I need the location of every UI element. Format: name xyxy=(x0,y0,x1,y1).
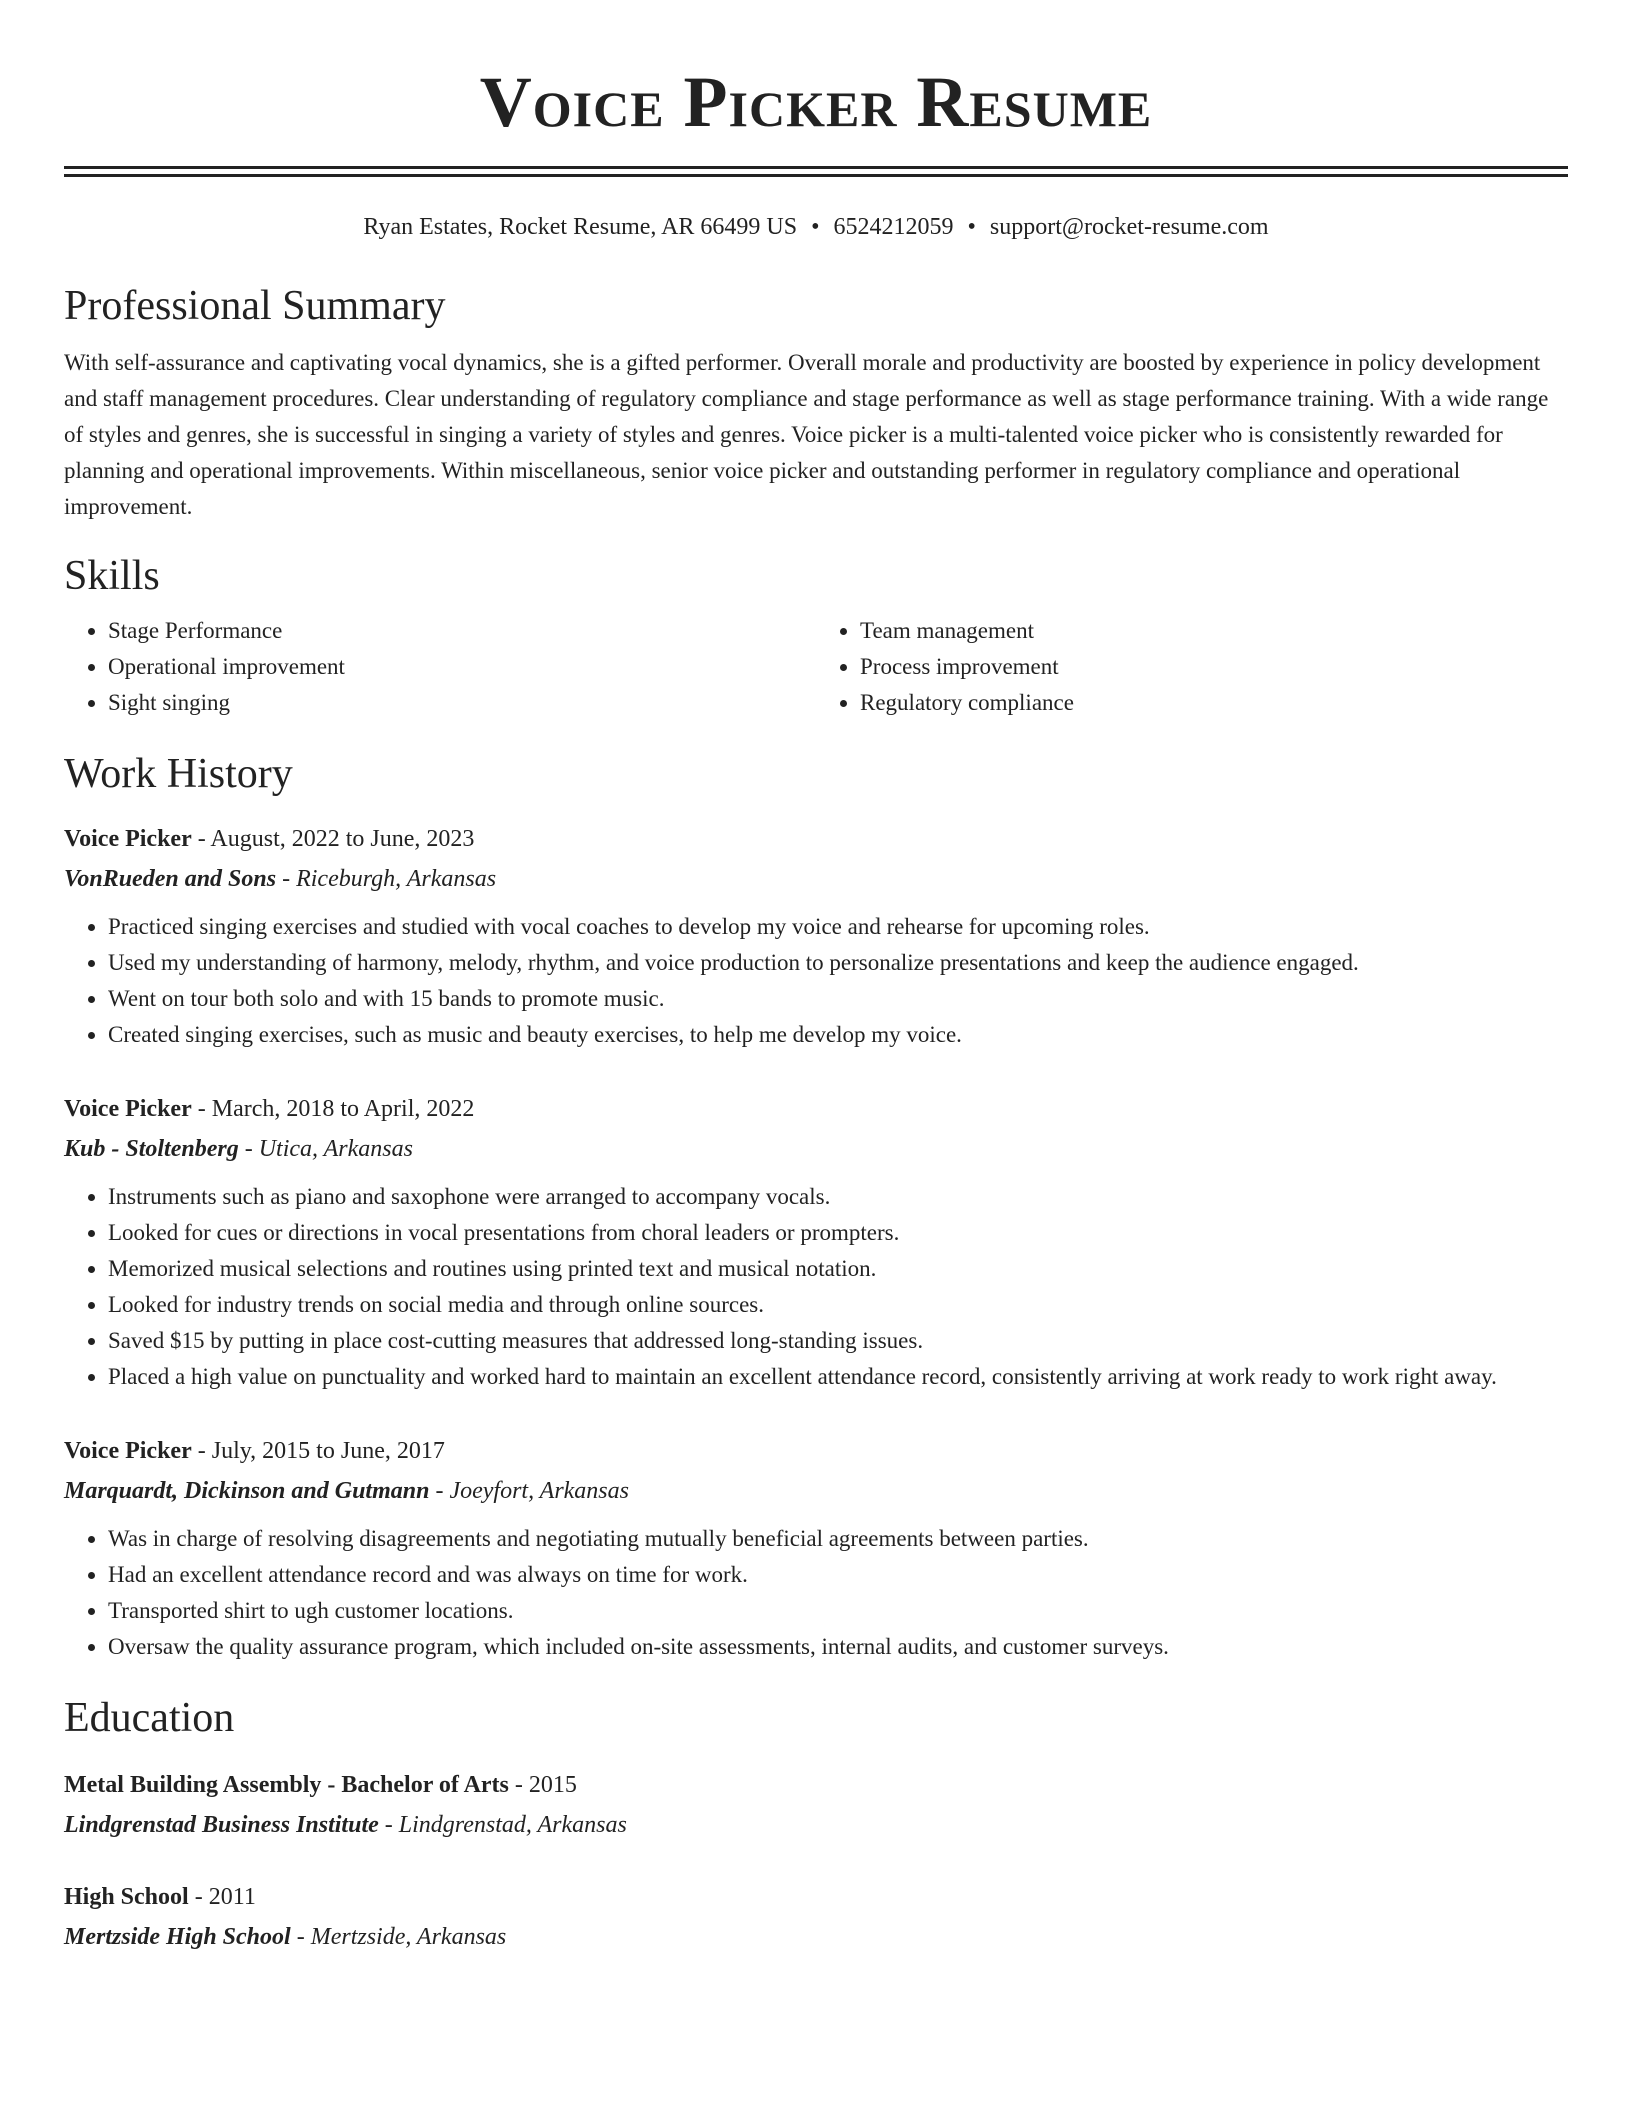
employer-name: Marquardt, Dickinson and Gutmann xyxy=(64,1478,430,1504)
education-entry xyxy=(64,1877,1568,1957)
contact-phone: 6524212059 xyxy=(833,214,954,240)
job-title-line: Voice Picker - August, 2022 to June, 2023 xyxy=(64,826,475,852)
employer-location: Joeyfort, Arkansas xyxy=(449,1478,629,1504)
employer-name: Kub - Stoltenberg xyxy=(64,1136,239,1162)
skill-item: • Sight singing xyxy=(108,685,816,721)
job-bullet: • Went on tour both solo and with 15 bands to promote music. xyxy=(108,981,1568,1017)
job-bullet: • Was in charge of resolving disagreements and negotiating mutually beneficial agreements between parties. xyxy=(108,1521,1568,1557)
summary-heading: Professional Summary xyxy=(64,283,446,329)
contact-email: support@rocket-resume.com xyxy=(989,214,1269,240)
job-dates: March, 2018 to April, 2022 xyxy=(211,1096,475,1122)
education-entry xyxy=(64,1765,1568,1845)
skill-item: • Regulatory compliance xyxy=(860,685,1568,721)
title-double-rule xyxy=(64,166,1568,177)
job-dates: August, 2022 to June, 2023 xyxy=(210,826,475,852)
school-name: Mertzside High School xyxy=(64,1924,291,1950)
degree-year: 2015 xyxy=(528,1772,577,1798)
job-bullet: • Looked for cues or directions in vocal presentations from choral leaders or prompters. xyxy=(108,1215,1568,1251)
contact-address: Ryan Estates, Rocket Resume, AR 66499 US xyxy=(363,214,798,240)
job-title: Voice Picker xyxy=(64,1096,192,1122)
job-bullet: • Oversaw the quality assurance program, which included on-site assessments, internal audits, and customer surveys. xyxy=(108,1629,1568,1665)
skills-columns xyxy=(64,613,1568,721)
job-bullets xyxy=(64,1179,1568,1395)
contact-separator: • xyxy=(811,214,820,240)
skill-item: • Team management xyxy=(860,613,1568,649)
contact-line xyxy=(64,211,1568,243)
degree-line: High School - 2011 xyxy=(64,1884,256,1910)
employer-location: Riceburgh, Arkansas xyxy=(296,866,497,892)
school-location: Lindgrenstad, Arkansas xyxy=(398,1812,627,1838)
job-entry xyxy=(64,819,1568,1053)
work-history-heading: Work History xyxy=(64,751,293,797)
school-line: Mertzside High School - Mertzside, Arkansas xyxy=(64,1924,507,1950)
job-bullet: • Instruments such as piano and saxophone were arranged to accompany vocals. xyxy=(108,1179,1568,1215)
job-title: Voice Picker xyxy=(64,1438,192,1464)
degree-year: 2011 xyxy=(208,1884,256,1910)
job-bullets xyxy=(64,1521,1568,1665)
school-name: Lindgrenstad Business Institute xyxy=(64,1812,379,1838)
employer-name: VonRueden and Sons xyxy=(64,866,277,892)
degree-name: Metal Building Assembly - Bachelor of Arts xyxy=(64,1772,509,1798)
job-dates: July, 2015 to June, 2017 xyxy=(211,1438,445,1464)
skill-item: • Stage Performance xyxy=(108,613,816,649)
job-bullet: • Created singing exercises, such as music and beauty exercises, to help me develop my voice. xyxy=(108,1017,1568,1053)
job-title: Voice Picker xyxy=(64,826,192,852)
skills-left-list xyxy=(64,613,816,721)
skill-item: • Process improvement xyxy=(860,649,1568,685)
resume-title: Voice Picker Resume xyxy=(479,62,1153,142)
employer-line: Marquardt, Dickinson and Gutmann - Joeyfort, Arkansas xyxy=(64,1478,629,1504)
job-bullet: • Placed a high value on punctuality and worked hard to maintain an excellent attendance record, consistently arriving at work ready to work right away. xyxy=(108,1359,1568,1395)
job-bullet: • Transported shirt to ugh customer locations. xyxy=(108,1593,1568,1629)
job-bullet: • Saved $15 by putting in place cost-cutting measures that addressed long-standing issues. xyxy=(108,1323,1568,1359)
degree-line: Metal Building Assembly - Bachelor of Arts - 2015 xyxy=(64,1772,577,1798)
contact-separator: • xyxy=(967,214,976,240)
employer-location: Utica, Arkansas xyxy=(258,1136,413,1162)
job-bullet: • Practiced singing exercises and studied with vocal coaches to develop my voice and rehearse for upcoming roles. xyxy=(108,909,1568,945)
education-heading: Education xyxy=(64,1695,235,1741)
school-line: Lindgrenstad Business Institute - Lindgrenstad, Arkansas xyxy=(64,1812,627,1838)
employer-line: VonRueden and Sons - Riceburgh, Arkansas xyxy=(64,866,497,892)
job-bullet: • Used my understanding of harmony, melody, rhythm, and voice production to personalize presentations and keep the audience engaged. xyxy=(108,945,1568,981)
school-location: Mertzside, Arkansas xyxy=(310,1924,507,1950)
job-title-line: Voice Picker - March, 2018 to April, 2022 xyxy=(64,1096,475,1122)
job-title-line: Voice Picker - July, 2015 to June, 2017 xyxy=(64,1438,445,1464)
skills-heading: Skills xyxy=(64,553,160,599)
job-entry xyxy=(64,1089,1568,1395)
job-bullet: • Had an excellent attendance record and was always on time for work. xyxy=(108,1557,1568,1593)
degree-name: High School xyxy=(64,1884,189,1910)
job-bullets xyxy=(64,909,1568,1053)
employer-line: Kub - Stoltenberg - Utica, Arkansas xyxy=(64,1136,413,1162)
skill-item: • Operational improvement xyxy=(108,649,816,685)
job-bullet: • Memorized musical selections and routines using printed text and musical notation. xyxy=(108,1251,1568,1287)
summary-text: With self-assurance and captivating vocal dynamics, she is a gifted performer. Overall morale and productivity are boosted by experience in policy development and staff management procedures. Clear understanding of regulatory compliance and stage performance as well as stage performance training. With a wide range of styles and genres, she is successful in singing a variety of styles and genres. Voice picker is a multi-talented voice picker who is consistently rewarded for planning and operational improvements. Within miscellaneous, senior voice picker and outstanding performer in regulatory compliance and operational improvement. xyxy=(64,350,1549,519)
job-bullet: • Looked for industry trends on social media and through online sources. xyxy=(108,1287,1568,1323)
job-entry xyxy=(64,1431,1568,1665)
skills-right-list xyxy=(816,613,1568,721)
